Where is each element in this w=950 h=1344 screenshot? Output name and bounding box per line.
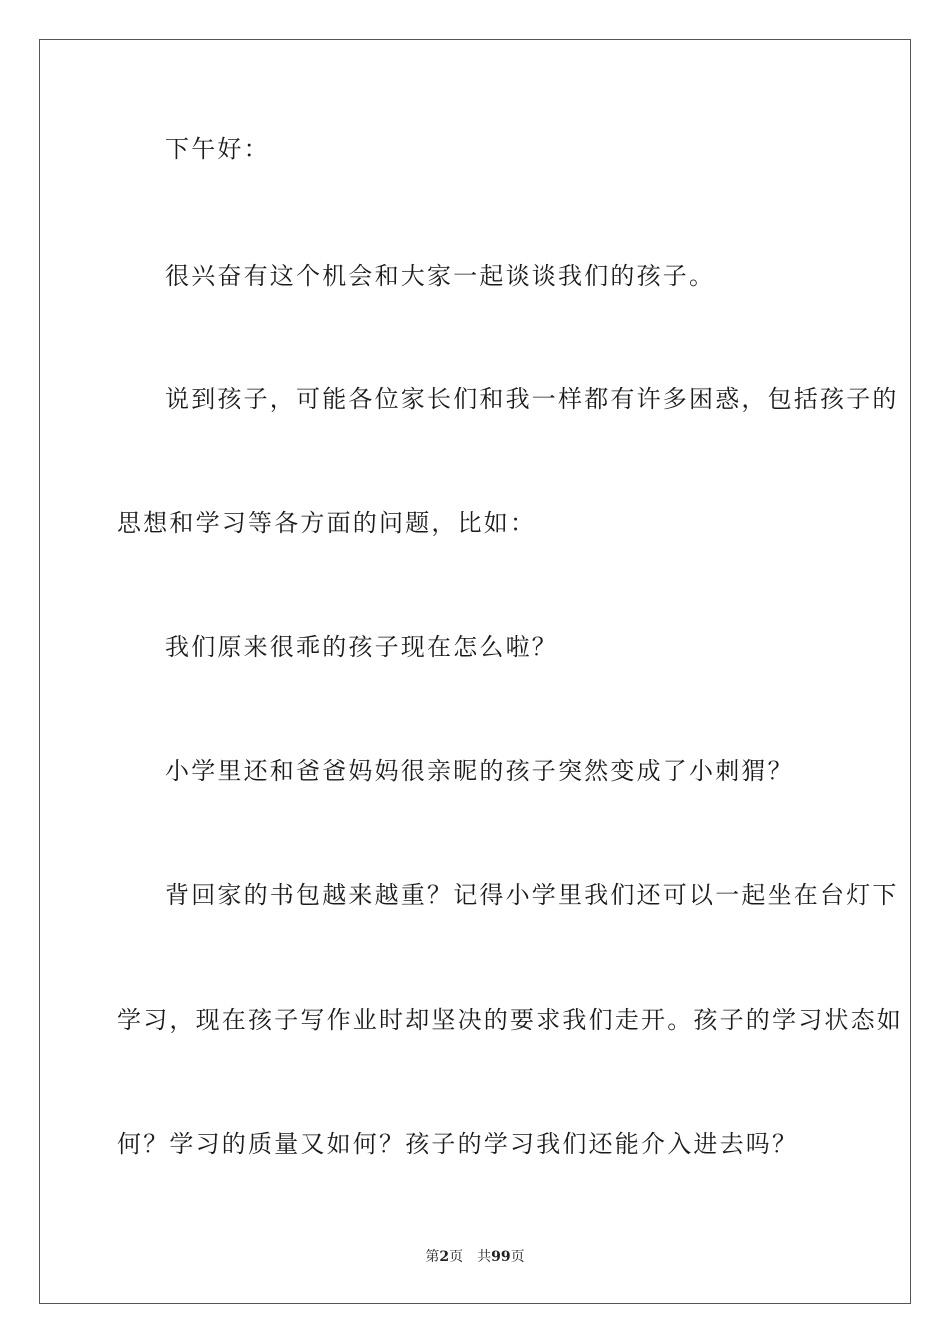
total-pages: 99 [491, 1249, 511, 1265]
page-number: 2 [439, 1249, 450, 1265]
total-prefix: 共 [477, 1249, 492, 1265]
paragraph-line: 学习，现在孩子写作业时却坚决的要求我们走开。孩子的学习状态如 [117, 1006, 903, 1034]
page-prefix: 第 [425, 1249, 440, 1265]
paragraph-line: 背回家的书包越来越重？记得小学里我们还可以一起坐在台灯下 [165, 881, 899, 909]
paragraph-line: 说到孩子，可能各位家长们和我一样都有许多困惑，包括孩子的 [165, 385, 899, 413]
page-border [39, 39, 911, 1304]
page-suffix: 页 [449, 1249, 464, 1265]
paragraph-line: 很兴奋有这个机会和大家一起谈谈我们的孩子。 [165, 262, 716, 290]
paragraph-line: 何？学习的质量又如何？孩子的学习我们还能介入进去吗？ [117, 1130, 799, 1158]
greeting-line: 下午好： [165, 135, 270, 163]
total-suffix: 页 [510, 1249, 525, 1265]
paragraph-line: 思想和学习等各方面的问题，比如： [117, 509, 537, 537]
paragraph-line: 小学里还和爸爸妈妈很亲昵的孩子突然变成了小刺猬？ [165, 757, 794, 785]
page-footer [0, 1248, 950, 1266]
paragraph-line: 我们原来很乖的孩子现在怎么啦？ [165, 633, 558, 661]
